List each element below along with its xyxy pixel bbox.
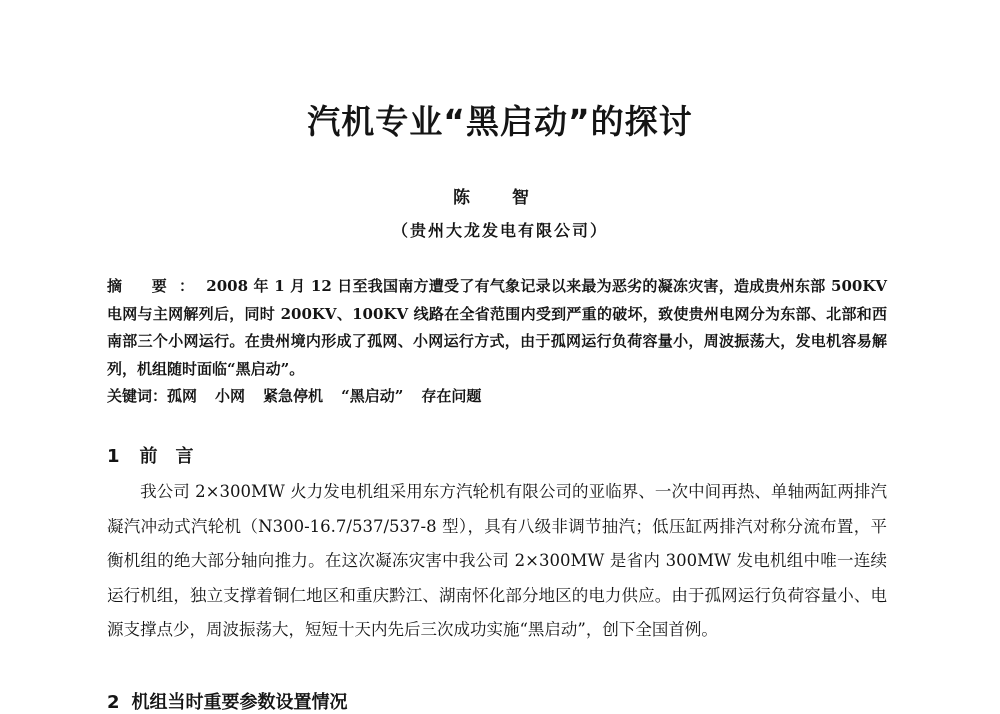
abstract bbox=[107, 273, 887, 383]
keyword: 存在问题 bbox=[421, 387, 482, 405]
section-title: 前言 bbox=[139, 446, 212, 467]
section-title: 机组当时重要参数设置情况 bbox=[131, 692, 348, 713]
keyword: 孤网 bbox=[167, 387, 198, 405]
keywords-label: 关键词： bbox=[107, 387, 168, 405]
keyword: 紧急停机 bbox=[263, 387, 324, 405]
author-affiliation: （贵州大龙发电有限公司） bbox=[391, 221, 608, 240]
keyword: 小网 bbox=[215, 387, 246, 405]
keyword: “黑启动” bbox=[341, 387, 404, 405]
section-number: 2 bbox=[107, 692, 120, 713]
abstract-label: 摘 要： bbox=[107, 277, 207, 295]
paragraph-text: 我公司 2×300MW 火力发电机组采用东方汽轮机有限公司的亚临界、一次中间再热、单轴两缸两排汽凝汽冲动式汽轮机（N300-16.7/537/537-8 型），具有八级非调节抽汽；低压缸两排汽对称分流布置，平衡机组的绝大部分轴向推力。在这次凝冻灾害中我公司 2×300MW 是省内 300MW 发电机组中唯一连续运行机组，独立支撑着铜仁地区和重庆黔江、湖南怀化部分地区的电力供应。由于孤网运行负荷容量小、电源支撑点少，周波振荡大，短短十天内先后三次成功实施“黑启动”，创下全国首例。 bbox=[107, 482, 887, 639]
author-name: 陈 智 bbox=[453, 188, 547, 208]
section-heading-1 bbox=[107, 442, 212, 468]
section-heading-2 bbox=[107, 688, 348, 714]
section-1-paragraph bbox=[107, 475, 887, 648]
keywords bbox=[107, 383, 887, 410]
section-number: 1 bbox=[107, 446, 120, 467]
paper-title: 汽机专业“黑启动”的探讨 bbox=[307, 102, 693, 141]
abstract-text: 2008 年 1 月 12 日至我国南方遭受了有气象记录以来最为恶劣的凝冻灾害，造成贵州东部 500KV 电网与主网解列后，同时 200KV、100KV 线路在全省范围内受到严重的破坏，致使贵州电网分为东部、北部和西南部三个小网运行。在贵州境内形成了孤网、小网运行方式，由于孤网运行负荷容量小，周波振荡大，发电机容易解列，机组随时面临“黑启动”。 bbox=[107, 277, 887, 378]
